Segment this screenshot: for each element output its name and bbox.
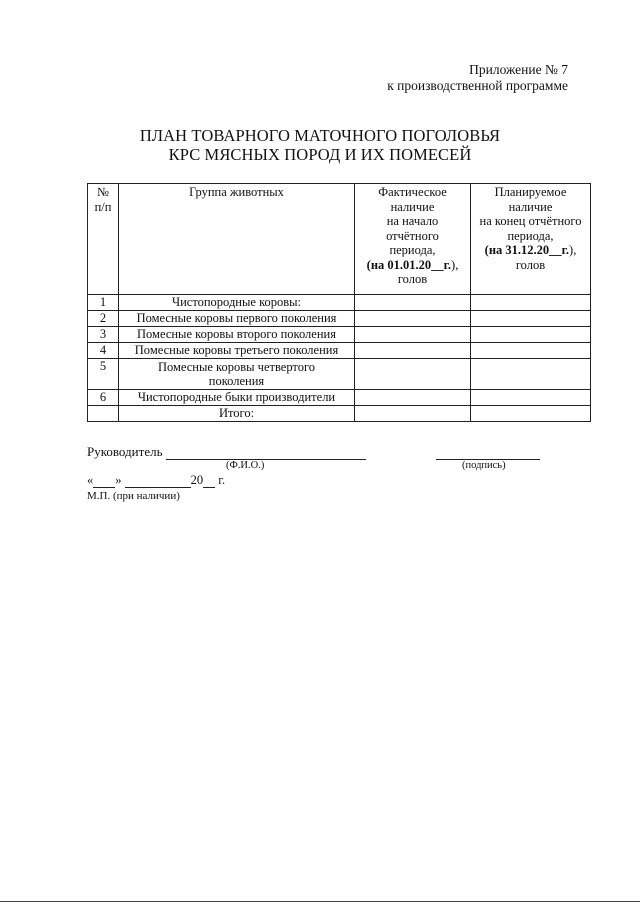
title-line-1: ПЛАН ТОВАРНОГО МАТОЧНОГО ПОГОЛОВЬЯ bbox=[139, 126, 501, 145]
table-total-row bbox=[88, 406, 591, 422]
row-number: 3 bbox=[88, 327, 119, 343]
row-group: Помесные коровы третьего поколения bbox=[119, 343, 355, 359]
date-year-field[interactable] bbox=[203, 475, 215, 488]
table-row bbox=[88, 390, 591, 406]
row-actual-cell[interactable] bbox=[355, 343, 471, 359]
document-title bbox=[0, 126, 640, 164]
livestock-plan-table bbox=[87, 183, 591, 422]
fio-field[interactable] bbox=[166, 447, 366, 460]
header-number: № п/п bbox=[88, 184, 119, 295]
row-actual-cell[interactable] bbox=[355, 295, 471, 311]
row-group: Помесные коровы второго поколения bbox=[119, 327, 355, 343]
signature-field[interactable] bbox=[436, 444, 540, 460]
row-planned-cell[interactable] bbox=[471, 327, 591, 343]
row-group: Чистопородные быки производители bbox=[119, 390, 355, 406]
table-row bbox=[88, 359, 591, 390]
row-planned-cell[interactable] bbox=[471, 343, 591, 359]
table-row bbox=[88, 311, 591, 327]
header-actual-count: Фактическое наличие на начало отчётного периода, (на 01.01.20__г.), голов bbox=[355, 184, 471, 295]
row-actual-cell[interactable] bbox=[355, 359, 471, 390]
total-actual-cell[interactable] bbox=[355, 406, 471, 422]
total-label: Итого: bbox=[119, 406, 355, 422]
table-header-row bbox=[88, 184, 591, 295]
header-planned-count: Планируемое наличие на конец отчётного периода, (на 31.12.20__г.), голов bbox=[471, 184, 591, 295]
header-animal-group: Группа животных bbox=[119, 184, 355, 295]
date-month-field[interactable] bbox=[125, 475, 191, 488]
head-label: Руководитель bbox=[87, 444, 163, 459]
row-group: Помесные коровы первого поколения bbox=[119, 311, 355, 327]
date-line: « » 20 г. bbox=[87, 473, 226, 487]
row-number: 5 bbox=[88, 359, 119, 390]
row-planned-cell[interactable] bbox=[471, 359, 591, 390]
stamp-note: М.П. (при наличии) bbox=[87, 490, 180, 502]
planned-date: (на 31.12.20__г. bbox=[484, 243, 570, 257]
row-number: 1 bbox=[88, 295, 119, 311]
title-line-2: КРС МЯСНЫХ ПОРОД И ИХ ПОМЕСЕЙ bbox=[168, 145, 472, 164]
row-actual-cell[interactable] bbox=[355, 311, 471, 327]
actual-date: (на 01.01.20__г. bbox=[366, 257, 452, 272]
table-row bbox=[88, 295, 591, 311]
signature-caption: (подпись) bbox=[462, 460, 506, 471]
row-planned-cell[interactable] bbox=[471, 311, 591, 327]
row-actual-cell[interactable] bbox=[355, 327, 471, 343]
total-number bbox=[88, 406, 119, 422]
row-planned-cell[interactable] bbox=[471, 295, 591, 311]
row-number: 4 bbox=[88, 343, 119, 359]
total-planned-cell[interactable] bbox=[471, 406, 591, 422]
row-planned-cell[interactable] bbox=[471, 390, 591, 406]
page-bottom-edge bbox=[0, 901, 640, 902]
table-row bbox=[88, 327, 591, 343]
appendix-number: Приложение № 7 bbox=[469, 62, 568, 77]
row-number: 2 bbox=[88, 311, 119, 327]
row-actual-cell[interactable] bbox=[355, 390, 471, 406]
row-number: 6 bbox=[88, 390, 119, 406]
row-group: Чистопородные коровы: bbox=[119, 295, 355, 311]
fio-caption: (Ф.И.О.) bbox=[226, 460, 265, 471]
appendix-header bbox=[387, 62, 568, 94]
row-group: Помесные коровы четвертого поколения bbox=[119, 359, 355, 390]
date-day-field[interactable] bbox=[93, 475, 115, 488]
appendix-reference: к производственной программе bbox=[387, 78, 568, 93]
table-row bbox=[88, 343, 591, 359]
head-signature-line bbox=[87, 444, 366, 460]
